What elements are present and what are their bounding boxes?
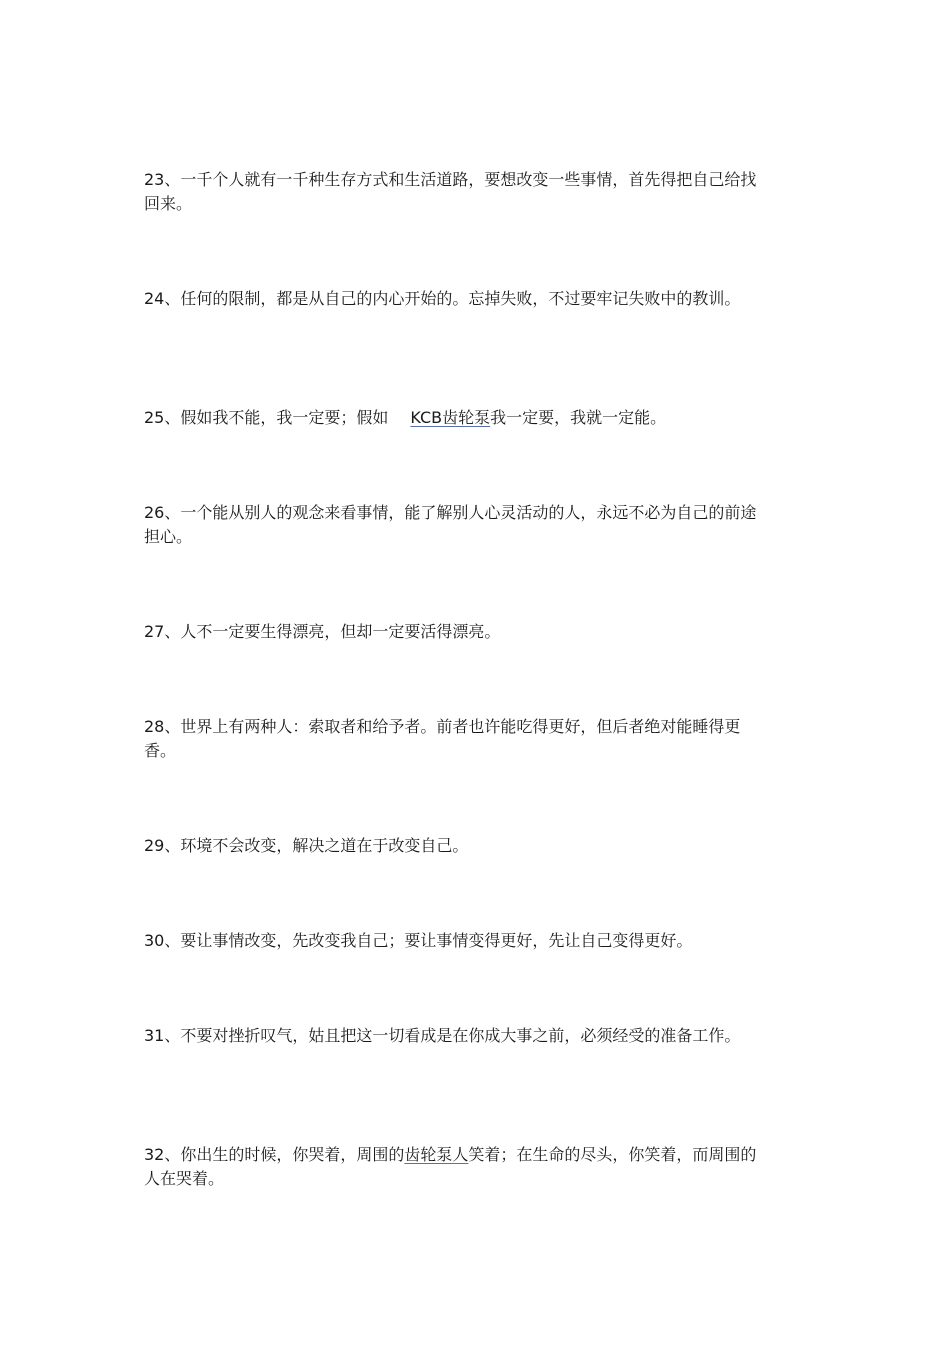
paragraph-25 (144, 406, 758, 430)
paragraph-number: 31、 (144, 1026, 181, 1045)
kcb-gear-pump-link[interactable]: KCB齿轮泵 (410, 408, 491, 427)
paragraph-text: 不要对挫折叹气，姑且把这一切看成是在你成大事之前，必须经受的准备工作。 (180, 1026, 741, 1045)
paragraph-number: 25、 (144, 408, 181, 427)
paragraph-text-after: 笑着；在生命的尽头，你笑着，而周围的人在哭着。 (144, 1145, 757, 1188)
paragraph-text: 一个能从别人的观念来看事情，能了解别人心灵活动的人，永远不必为自己的前途担心。 (144, 503, 757, 546)
paragraph-text: 人不一定要生得漂亮，但却一定要活得漂亮。 (180, 622, 501, 641)
paragraph-text: 任何的限制，都是从自己的内心开始的。忘掉失败，不过要牢记失败中的教训。 (180, 289, 741, 308)
paragraph-number: 29、 (144, 836, 181, 855)
paragraph-number: 32、 (144, 1145, 181, 1164)
paragraph-26 (144, 501, 758, 549)
paragraph-number: 23、 (144, 170, 181, 189)
paragraph-24 (144, 287, 758, 311)
paragraph-text: 一千个人就有一千种生存方式和生活道路，要想改变一些事情，首先得把自己给找回来。 (144, 170, 757, 213)
paragraph-text: 环境不会改变，解决之道在于改变自己。 (180, 836, 469, 855)
paragraph-number: 30、 (144, 931, 181, 950)
paragraph-text-before: 你出生的时候，你哭着，周围的 (180, 1145, 405, 1164)
paragraph-31 (144, 1024, 758, 1048)
gear-pump-link[interactable]: 齿轮泵人 (404, 1145, 469, 1164)
paragraph-text: 要让事情改变，先改变我自己；要让事情变得更好，先让自己变得更好。 (180, 931, 693, 950)
paragraph-29 (144, 834, 758, 858)
paragraph-28 (144, 715, 758, 763)
paragraph-number: 28、 (144, 717, 181, 736)
paragraph-text: 世界上有两种人：索取者和给予者。前者也许能吃得更好，但后者绝对能睡得更香。 (144, 717, 741, 760)
paragraph-23 (144, 168, 758, 216)
paragraph-27 (144, 620, 758, 644)
paragraph-30 (144, 929, 758, 953)
paragraph-number: 24、 (144, 289, 181, 308)
paragraph-number: 26、 (144, 503, 181, 522)
paragraph-32 (144, 1143, 758, 1191)
paragraph-number: 27、 (144, 622, 181, 641)
paragraph-text-before: 假如我不能，我一定要；假如 (180, 408, 389, 427)
paragraph-text-after: 我一定要，我就一定能。 (490, 408, 667, 427)
